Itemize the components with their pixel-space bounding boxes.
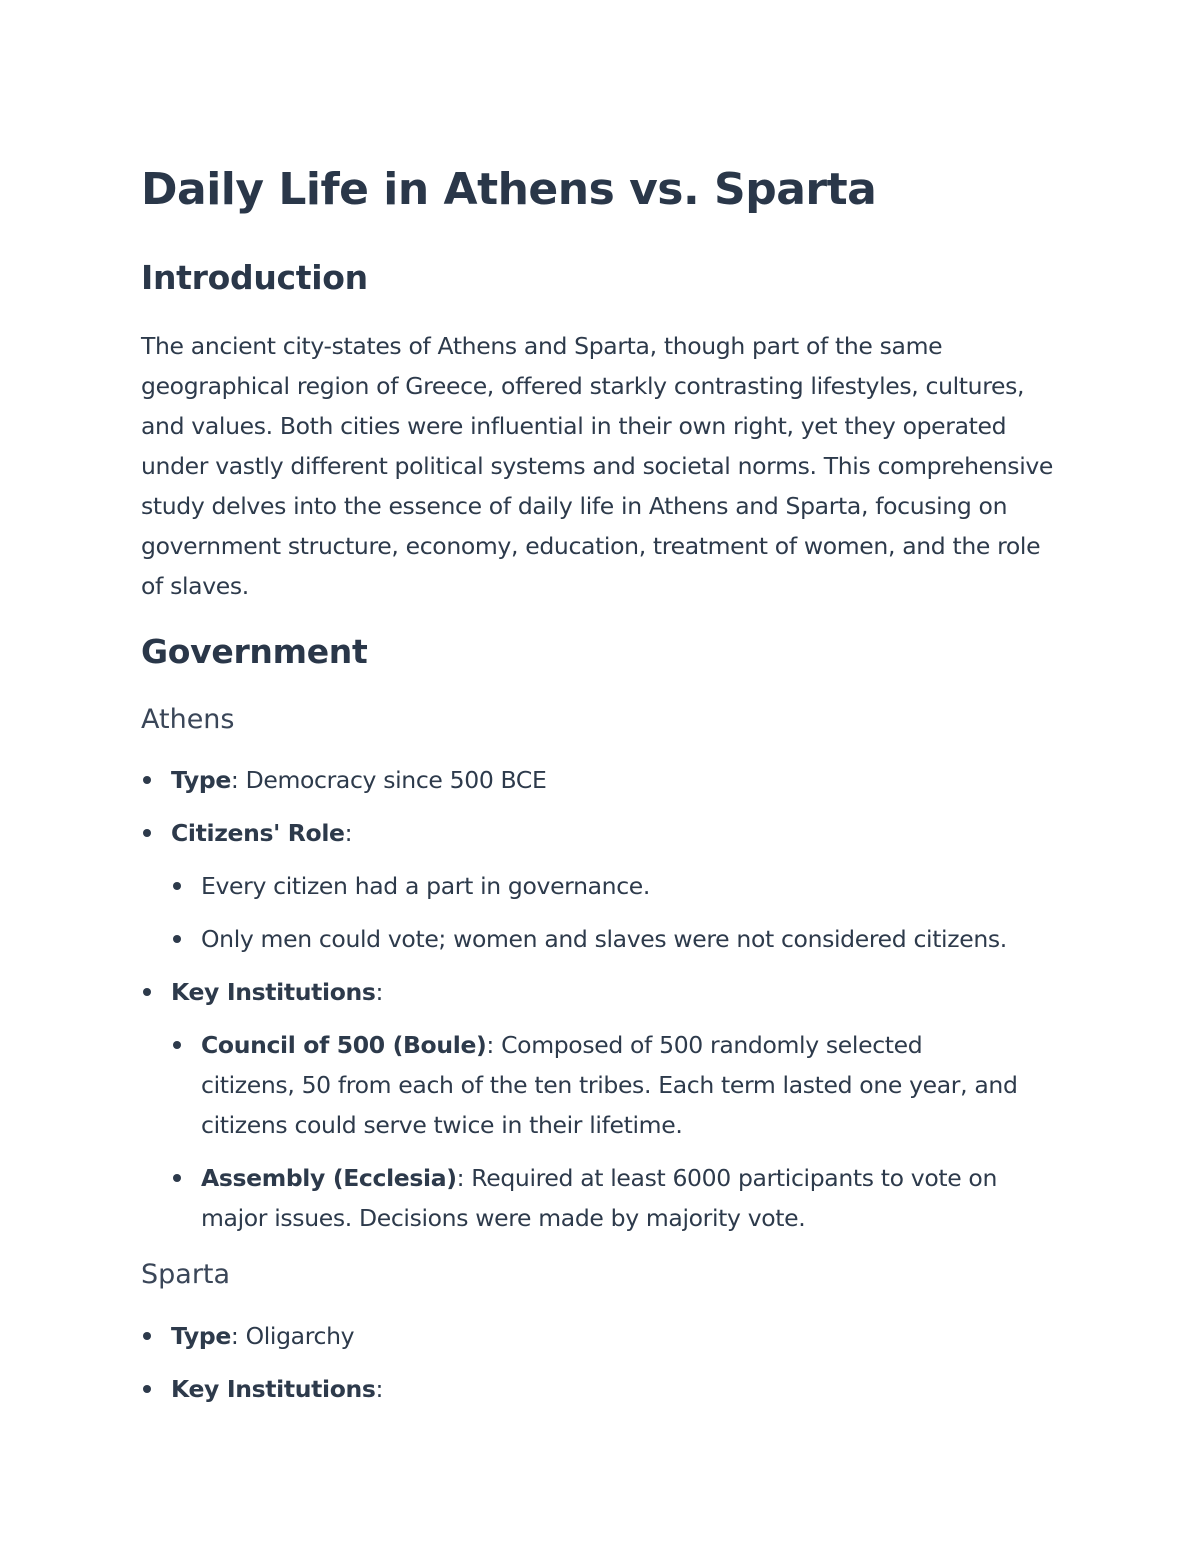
list-item	[141, 1316, 1071, 1356]
athens-citizens-sublist	[141, 866, 1071, 906]
citizens-item-text: Every citizen had a part in governance.	[201, 872, 651, 900]
bullet-icon	[143, 988, 151, 996]
bullet-icon	[143, 776, 151, 784]
citizens-item-text: Only men could vote; women and slaves were not considered citizens.	[201, 925, 1007, 953]
citizens-role-label: Citizens' Role	[171, 819, 345, 847]
list-item	[141, 760, 1071, 800]
key-institutions-suffix: :	[375, 1375, 384, 1403]
sparta-heading: Sparta	[141, 1259, 231, 1290]
type-label: Type	[171, 1322, 231, 1350]
introduction-heading: Introduction	[141, 258, 368, 297]
sparta-institutions-list	[141, 1369, 1071, 1409]
institution-text: : Required at least 6000 participants to vote on major issues. Decisions were made by majority vote.	[201, 1164, 998, 1232]
bullet-icon	[173, 935, 181, 943]
key-institutions-suffix: :	[375, 978, 384, 1006]
bullet-icon	[143, 1332, 151, 1340]
bullet-icon	[173, 882, 181, 890]
institution-label: Council of 500 (Boule)	[201, 1031, 487, 1059]
bullet-icon	[173, 1041, 181, 1049]
type-label: Type	[171, 766, 231, 794]
key-institutions-label: Key Institutions	[171, 978, 376, 1006]
bullet-icon	[143, 1385, 151, 1393]
sparta-type-list	[141, 1316, 1071, 1356]
list-item	[141, 1369, 1071, 1409]
citizens-role-suffix: :	[344, 819, 353, 847]
bullet-icon	[173, 1174, 181, 1182]
document-title: Daily Life in Athens vs. Sparta	[141, 164, 877, 215]
list-item	[141, 1025, 1021, 1145]
key-institutions-label: Key Institutions	[171, 1375, 376, 1403]
athens-heading: Athens	[141, 704, 235, 735]
list-item	[141, 919, 1071, 959]
bullet-icon	[143, 829, 151, 837]
institution-text: : Composed of 500 randomly selected citizens, 50 from each of the ten tribes. Each term lasted one year, and citizens could serve twice in their lifetime.	[201, 1031, 1018, 1139]
list-item	[141, 813, 1071, 853]
introduction-paragraph: The ancient city-states of Athens and Sparta, though part of the same geographical region of Greece, offered starkly contrasting lifestyles, cultures, and values. Both cities were influential in their own right, yet they operated under vastly different political systems and societal norms. This comprehensive study delves into the essence of daily life in Athens and Sparta, focusing on government structure, economy, education, treatment of women, and the role of slaves.	[141, 332, 1054, 600]
list-item	[141, 972, 1071, 1012]
government-heading: Government	[141, 632, 368, 671]
institution-label: Assembly (Ecclesia)	[201, 1164, 457, 1192]
athens-institutions-sublist	[141, 1025, 1021, 1145]
athens-type-list	[141, 760, 1071, 800]
athens-citizens-list	[141, 813, 1071, 853]
type-value: : Oligarchy	[230, 1322, 355, 1350]
list-item	[141, 1158, 1051, 1238]
athens-institutions-list	[141, 972, 1071, 1012]
list-item	[141, 866, 1071, 906]
athens-citizens-sublist-2	[141, 919, 1071, 959]
athens-institutions-sublist-2	[141, 1158, 1051, 1238]
type-value: : Democracy since 500 BCE	[230, 766, 547, 794]
